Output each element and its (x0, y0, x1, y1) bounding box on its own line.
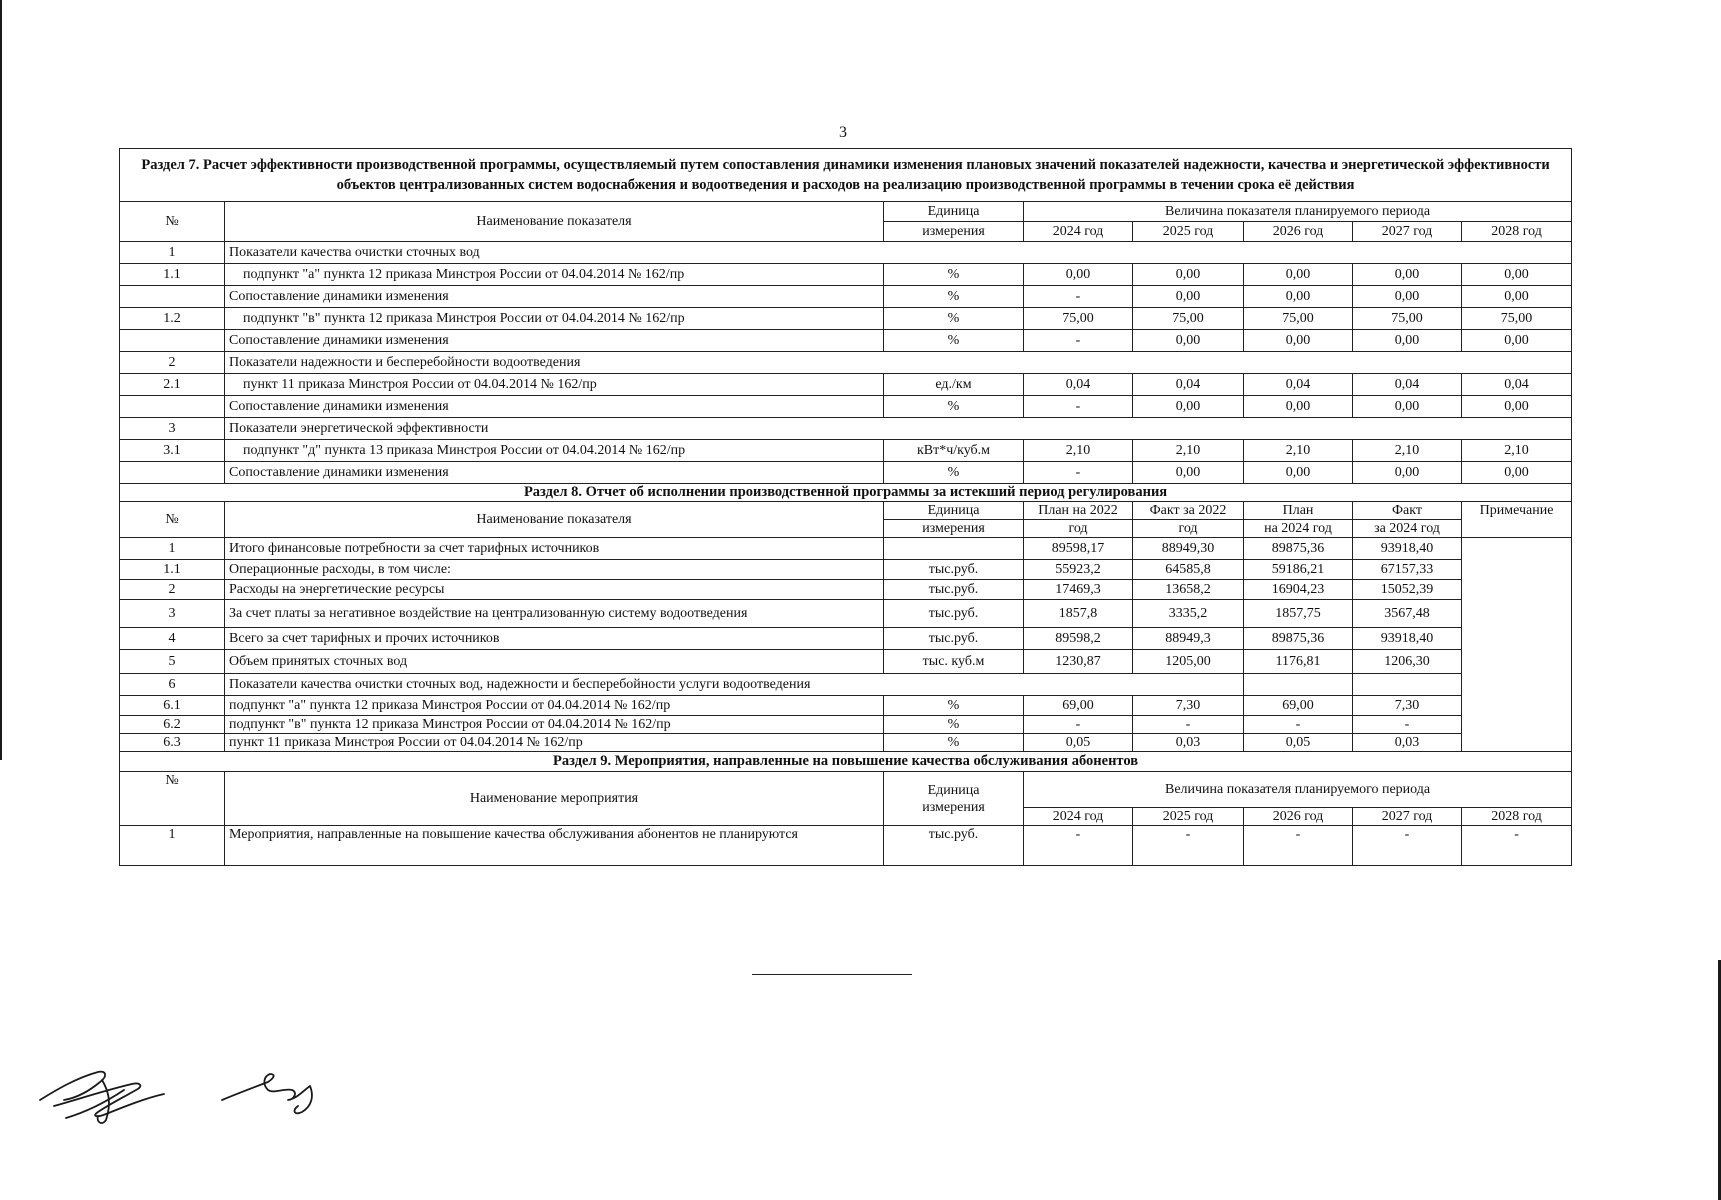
row-name: Показатели надежности и бесперебойности водоотведения (225, 352, 1572, 374)
row-name: Расходы на энергетические ресурсы (225, 580, 884, 600)
row-num: 5 (120, 650, 225, 674)
row-value: - (1024, 826, 1133, 866)
row-value: - (1024, 286, 1133, 308)
row-num: 6.3 (120, 734, 225, 752)
table-row (120, 330, 1572, 352)
row-value: 7,30 (1133, 696, 1244, 716)
row-value: 89598,2 (1024, 628, 1133, 650)
row-name: Всего за счет тарифных и прочих источников (225, 628, 884, 650)
row-value (1244, 674, 1353, 696)
row-value: 75,00 (1244, 308, 1353, 330)
row-value: - (1353, 826, 1462, 866)
row-unit: % (884, 696, 1024, 716)
row-value: 93918,40 (1353, 628, 1462, 650)
header-num: № (120, 502, 225, 538)
row-num: 1.1 (120, 560, 225, 580)
row-unit: % (884, 286, 1024, 308)
row-value: - (1024, 396, 1133, 418)
row-num: 4 (120, 628, 225, 650)
group-row (120, 418, 1572, 440)
table-row (120, 716, 1572, 734)
row-value: 1205,00 (1133, 650, 1244, 674)
row-name: Мероприятия, направленные на повышение качества обслуживания абонентов не планируются (225, 826, 884, 866)
row-name: Сопоставление динамики изменения (225, 286, 884, 308)
row-num: 2 (120, 352, 225, 374)
row-name: Сопоставление динамики изменения (225, 330, 884, 352)
section8-title-row (120, 484, 1572, 502)
header-unit: Единица (884, 502, 1024, 520)
row-value: 0,00 (1353, 286, 1462, 308)
row-value: 0,05 (1244, 734, 1353, 752)
header-col-2: за 2024 год (1353, 520, 1462, 538)
header-unit-2: измерения (884, 520, 1024, 538)
row-num: 3.1 (120, 440, 225, 462)
header-unit (884, 772, 1024, 826)
row-unit (884, 538, 1024, 560)
row-value: 0,03 (1133, 734, 1244, 752)
row-num: 6.1 (120, 696, 225, 716)
row-value: 2,10 (1353, 440, 1462, 462)
document-table (119, 148, 1572, 866)
row-value: 0,00 (1244, 396, 1353, 418)
row-value: 0,00 (1353, 462, 1462, 484)
row-value: - (1244, 716, 1353, 734)
row-value: 0,05 (1024, 734, 1133, 752)
row-name: Показатели энергетической эффективности (225, 418, 1572, 440)
row-note (1462, 538, 1572, 752)
row-value: - (1462, 826, 1572, 866)
header-col-2: год (1133, 520, 1244, 538)
header-unit: Единица (884, 202, 1024, 222)
header-year: 2027 год (1353, 808, 1462, 826)
row-value: 0,04 (1024, 374, 1133, 396)
row-value: - (1244, 826, 1353, 866)
row-num: 1 (120, 242, 225, 264)
row-name: Операционные расходы, в том числе: (225, 560, 884, 580)
row-unit: тыс.руб. (884, 560, 1024, 580)
row-value: 93918,40 (1353, 538, 1462, 560)
table-row (120, 696, 1572, 716)
row-unit: тыс. куб.м (884, 650, 1024, 674)
end-line (752, 974, 912, 975)
table-row (120, 396, 1572, 418)
header-unit-line-1: Единица (927, 782, 980, 798)
row-value: 0,03 (1353, 734, 1462, 752)
table-row (120, 462, 1572, 484)
row-name: подпункт "а" пункта 12 приказа Минстроя России от 04.04.2014 № 162/пр (225, 264, 884, 286)
table-row (120, 600, 1572, 628)
header-year: 2028 год (1462, 808, 1572, 826)
row-value: 0,00 (1133, 396, 1244, 418)
row-value: 0,04 (1353, 374, 1462, 396)
row-value: 3335,2 (1133, 600, 1244, 628)
row-value: 0,00 (1462, 396, 1572, 418)
handwritten-signatures (36, 1060, 356, 1130)
header-col-2: на 2024 год (1244, 520, 1353, 538)
row-value: 55923,2 (1024, 560, 1133, 580)
table-row (120, 264, 1572, 286)
row-value: - (1024, 462, 1133, 484)
section9-header-row-1 (120, 772, 1572, 808)
row-name: пункт 11 приказа Минстроя России от 04.04.2014 № 162/пр (225, 374, 884, 396)
header-year: 2025 год (1133, 222, 1244, 242)
row-value: 88949,30 (1133, 538, 1244, 560)
row-name: Итого финансовые потребности за счет тарифных источников (225, 538, 884, 560)
header-year: 2024 год (1024, 808, 1133, 826)
table-row (120, 538, 1572, 560)
row-value: 75,00 (1353, 308, 1462, 330)
table-row (120, 308, 1572, 330)
row-value: 16904,23 (1244, 580, 1353, 600)
header-name: Наименование показателя (225, 202, 884, 242)
row-unit: ед./км (884, 374, 1024, 396)
row-value: 0,00 (1244, 264, 1353, 286)
left-edge-line (0, 0, 2, 760)
table-row (120, 560, 1572, 580)
row-value: - (1024, 330, 1133, 352)
row-value: 1857,8 (1024, 600, 1133, 628)
row-name: Сопоставление динамики изменения (225, 396, 884, 418)
row-value: 67157,33 (1353, 560, 1462, 580)
row-value: 13658,2 (1133, 580, 1244, 600)
row-unit: кВт*ч/куб.м (884, 440, 1024, 462)
row-name: Объем принятых сточных вод (225, 650, 884, 674)
row-num (120, 286, 225, 308)
row-value: 69,00 (1244, 696, 1353, 716)
row-value: 75,00 (1462, 308, 1572, 330)
row-value: - (1024, 716, 1133, 734)
row-unit: % (884, 330, 1024, 352)
header-num: № (120, 202, 225, 242)
page-number: 3 (839, 124, 847, 141)
row-name: За счет платы за негативное воздействие на централизованную систему водоотведения (225, 600, 884, 628)
row-name: подпункт "а" пункта 12 приказа Минстроя России от 04.04.2014 № 162/пр (225, 696, 884, 716)
row-num: 6.2 (120, 716, 225, 734)
header-year: 2027 год (1353, 222, 1462, 242)
row-value: 0,04 (1462, 374, 1572, 396)
row-value: 1230,87 (1024, 650, 1133, 674)
row-unit: тыс.руб. (884, 600, 1024, 628)
header-col: План на 2022 (1024, 502, 1133, 520)
row-value: 0,00 (1244, 330, 1353, 352)
signatures (36, 1060, 356, 1135)
row-num (120, 396, 225, 418)
section9-title: Раздел 9. Мероприятия, направленные на повышение качества обслуживания абонентов (120, 752, 1572, 772)
header-period: Величина показателя планируемого периода (1024, 202, 1572, 222)
row-value: 1857,75 (1244, 600, 1353, 628)
table-row (120, 628, 1572, 650)
row-name: Показатели качества очистки сточных вод, надежности и бесперебойности услуги водоотведения (225, 674, 1244, 696)
row-value: 0,00 (1462, 286, 1572, 308)
table-row (120, 440, 1572, 462)
row-name: пункт 11 приказа Минстроя России от 04.04.2014 № 162/пр (225, 734, 884, 752)
row-value: 1206,30 (1353, 650, 1462, 674)
header-col: Факт (1353, 502, 1462, 520)
row-num: 2.1 (120, 374, 225, 396)
row-value: 0,00 (1133, 462, 1244, 484)
row-value: - (1353, 716, 1462, 734)
row-num: 1 (120, 538, 225, 560)
table-row (120, 286, 1572, 308)
header-year: 2025 год (1133, 808, 1244, 826)
header-year: 2026 год (1244, 808, 1353, 826)
row-value: 0,00 (1462, 330, 1572, 352)
row-value: 89598,17 (1024, 538, 1133, 560)
row-value: 3567,48 (1353, 600, 1462, 628)
row-unit: тыс.руб. (884, 580, 1024, 600)
row-name: подпункт "в" пункта 12 приказа Минстроя России от 04.04.2014 № 162/пр (225, 308, 884, 330)
row-value (1353, 674, 1462, 696)
row-value: 2,10 (1462, 440, 1572, 462)
row-name: Сопоставление динамики изменения (225, 462, 884, 484)
row-value: 1176,81 (1244, 650, 1353, 674)
row-value: 0,00 (1353, 264, 1462, 286)
row-value: 2,10 (1024, 440, 1133, 462)
header-col-2: год (1024, 520, 1133, 538)
row-num: 6 (120, 674, 225, 696)
row-value: 75,00 (1133, 308, 1244, 330)
row-name: подпункт "в" пункта 12 приказа Минстроя России от 04.04.2014 № 162/пр (225, 716, 884, 734)
row-num: 2 (120, 580, 225, 600)
row-unit: тыс.руб. (884, 628, 1024, 650)
row-num: 1.1 (120, 264, 225, 286)
table-row (120, 580, 1572, 600)
row-value: 0,00 (1244, 462, 1353, 484)
row-value: 2,10 (1133, 440, 1244, 462)
section7-title-row (120, 149, 1572, 202)
row-unit: % (884, 396, 1024, 418)
group-row (120, 242, 1572, 264)
header-name: Наименование показателя (225, 502, 884, 538)
table-row (120, 650, 1572, 674)
row-name: подпункт "д" пункта 13 приказа Минстроя России от 04.04.2014 № 162/пр (225, 440, 884, 462)
row-value: 89875,36 (1244, 628, 1353, 650)
header-note: Примечание (1462, 502, 1572, 538)
row-value: 17469,3 (1024, 580, 1133, 600)
header-unit-2: измерения (884, 222, 1024, 242)
table-row (120, 826, 1572, 866)
row-value: 2,10 (1244, 440, 1353, 462)
row-num: 3 (120, 418, 225, 440)
row-value: 15052,39 (1353, 580, 1462, 600)
row-value: 69,00 (1024, 696, 1133, 716)
header-name: Наименование мероприятия (225, 772, 884, 826)
group-row (120, 352, 1572, 374)
row-unit: % (884, 462, 1024, 484)
section7-header-row-1 (120, 202, 1572, 222)
row-value: 88949,3 (1133, 628, 1244, 650)
row-value: 0,00 (1244, 286, 1353, 308)
row-value: 0,00 (1462, 462, 1572, 484)
header-period: Величина показателя планируемого периода (1024, 772, 1572, 808)
table-body (120, 149, 1572, 866)
section9-title-row (120, 752, 1572, 772)
row-value: 0,00 (1133, 264, 1244, 286)
row-unit: % (884, 716, 1024, 734)
row-value: 75,00 (1024, 308, 1133, 330)
header-year: 2026 год (1244, 222, 1353, 242)
row-value: 64585,8 (1133, 560, 1244, 580)
row-value: 7,30 (1353, 696, 1462, 716)
row-unit: % (884, 734, 1024, 752)
header-num: № (120, 772, 225, 826)
row-value: 0,04 (1244, 374, 1353, 396)
row-value: 0,00 (1133, 286, 1244, 308)
row-unit: % (884, 264, 1024, 286)
row-value: 0,00 (1353, 330, 1462, 352)
header-year: 2028 год (1462, 222, 1572, 242)
section8-header-row-1 (120, 502, 1572, 520)
row-num (120, 330, 225, 352)
table-row (120, 734, 1572, 752)
row-num: 1 (120, 826, 225, 866)
row-value: - (1133, 826, 1244, 866)
row-num (120, 462, 225, 484)
table-row (120, 374, 1572, 396)
row-num: 3 (120, 600, 225, 628)
row-value: 89875,36 (1244, 538, 1353, 560)
group-row (120, 674, 1572, 696)
header-col: План (1244, 502, 1353, 520)
row-num: 1.2 (120, 308, 225, 330)
row-value: 0,04 (1133, 374, 1244, 396)
row-unit: тыс.руб. (884, 826, 1024, 866)
row-unit: % (884, 308, 1024, 330)
row-value: 0,00 (1353, 396, 1462, 418)
row-value: 0,00 (1462, 264, 1572, 286)
header-year: 2024 год (1024, 222, 1133, 242)
section7-title: Раздел 7. Расчет эффективности производственной программы, осуществляемый путем сопоставления динамики изменения плановых значений показателей надежности, качества и энергетической эффективности объектов централизованных систем водоснабжения и водоотведения и расходов на реализацию производственной программы в течении срока её действия (120, 149, 1572, 202)
header-unit-line-2: измерения (922, 799, 985, 815)
section8-title: Раздел 8. Отчет об исполнении производственной программы за истекший период регулирования (120, 484, 1572, 502)
row-value: 59186,21 (1244, 560, 1353, 580)
row-name: Показатели качества очистки сточных вод (225, 242, 1572, 264)
row-value: 0,00 (1133, 330, 1244, 352)
row-value: - (1133, 716, 1244, 734)
row-value: 0,00 (1024, 264, 1133, 286)
header-col: Факт за 2022 (1133, 502, 1244, 520)
